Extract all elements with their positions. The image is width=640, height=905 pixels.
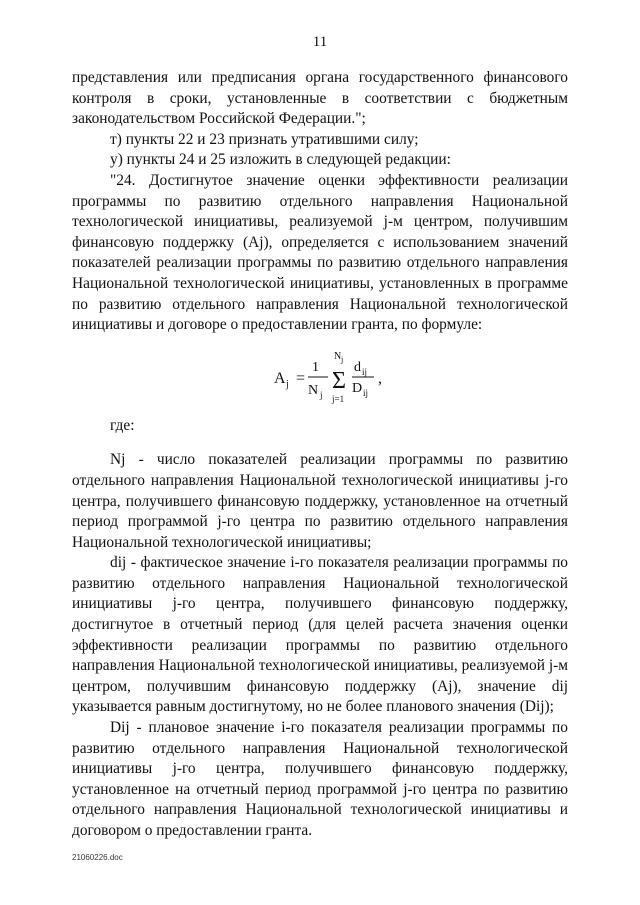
formula-lhs-sub: j xyxy=(286,378,289,390)
efficiency-formula xyxy=(274,346,424,410)
paragraph-item-t: т) пункты 22 и 23 признать утратившими силу; xyxy=(110,130,419,148)
document-body xyxy=(72,68,568,842)
page-number: 11 xyxy=(312,34,328,50)
formula-equals: = xyxy=(296,369,306,387)
paragraph-item-u: у) пункты 24 и 25 изложить в следующей редакции: xyxy=(110,151,451,169)
formula-num: 1 xyxy=(312,359,319,375)
paragraph-continuation: представления или предписания органа государственного финансового контроля в сроки, установленные в соответствии с бюджетным законодательством Российской Федерации."; xyxy=(72,69,568,128)
formula-den: N xyxy=(308,382,319,398)
footer-filename: 21060226.doc xyxy=(72,853,123,862)
formula-trail: , xyxy=(378,369,382,387)
where-label: где: xyxy=(110,416,135,434)
formula-sum-bottom: j=1 xyxy=(332,393,345,404)
formula-lhs: A xyxy=(274,369,286,387)
formula-frac-den: D xyxy=(352,380,363,396)
definition-dij: dij - фактическое значение i-го показателя реализации программы по развитию отдельного направления Национальной технологической инициативы j-го центра, получившего финансовую поддержку, достигнутое в отчетный период (для целей расчета значения оценки эффективности реализации программы по развитию отдельного направления Национальной технологической инициативы, реализуемой j-м центром, получившим финансовую поддержку (Aj), значение dij указывается равным достигнутому, но не более планового значения (Dij); xyxy=(72,554,568,716)
formula-block xyxy=(72,340,568,410)
formula-frac-den-sub: ij xyxy=(363,387,369,398)
definition-Dij: Dij - плановое значение i-го показателя реализации программы по развитию отдельного направления Национальной технологической инициативы j-го центра, получившего финансовую поддержку, установленное на отчетный период программой j-го центра по развитию отдельного направления Национальной технологической инициативы и договором о предоставлении гранта. xyxy=(72,719,568,839)
formula-den-sub: j xyxy=(320,389,323,400)
definition-nj: Nj - число показателей реализации программы по развитию отдельного направления Национальной технологической инициативы j-го центра, получившего финансовую поддержку, установленное на отчетный период программой j-го центра по развитию отдельного направления Национальной технологической инициативы; xyxy=(72,451,568,551)
paragraph-24: "24. Достигнутое значение оценки эффективности реализации программы по развитию отдельного направления Национальной технологической инициативы, реализуемой j-м центром, получившим финансовую поддержку (Aj), определяется с использованием значений показателей реализации программы по развитию отдельного направления Национальной технологической инициативы, установленных в программе по развитию отдельного направления Национальной технологической инициативы и договоре о предоставлении гранта, по формуле: xyxy=(72,171,568,334)
formula-frac-num: d xyxy=(354,359,361,375)
formula-frac-num-sub: ij xyxy=(362,366,368,377)
formula-sum-top: N xyxy=(334,350,342,362)
sum-symbol: Σ xyxy=(332,367,346,394)
formula-sum-top-sub: j xyxy=(341,354,344,364)
